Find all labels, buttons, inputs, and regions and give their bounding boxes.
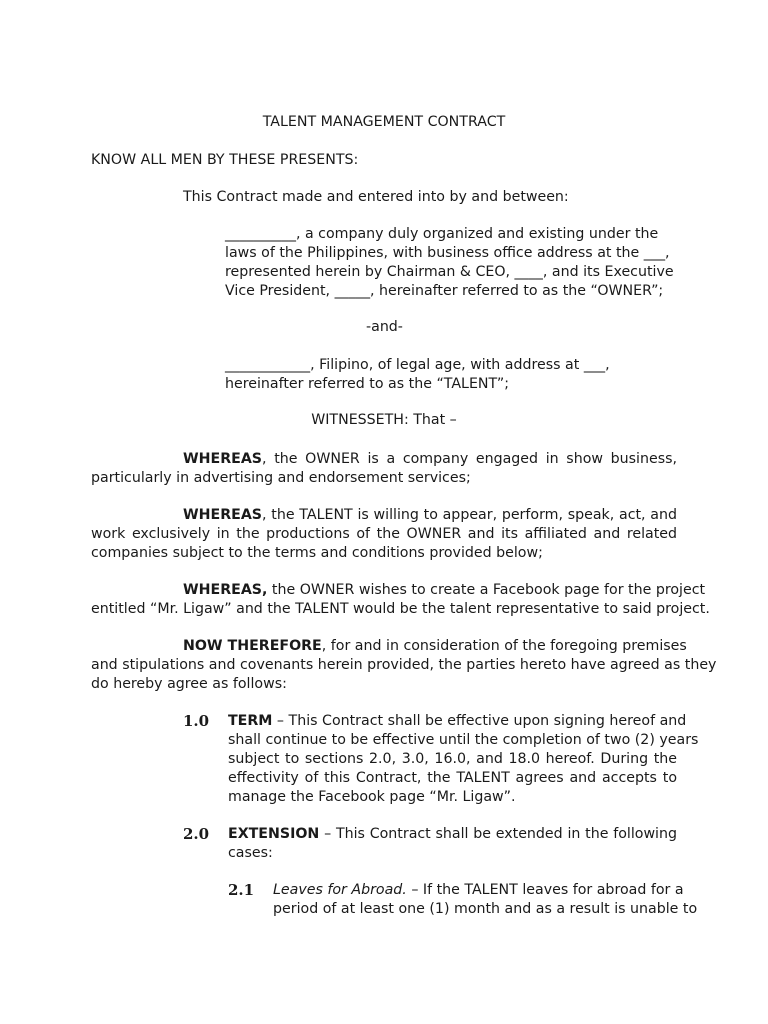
whereas1-line-1: WHEREAS, the OWNER is a company engaged in show business, xyxy=(183,451,677,467)
section-1-line-4: effectivity of this Contract, the TALENT agrees and accepts to xyxy=(228,770,677,786)
document-title: TALENT MANAGEMENT CONTRACT xyxy=(262,114,506,130)
section-2-1-line-2: period of at least one (1) month and as a result is unable to xyxy=(273,901,698,917)
owner-line-1: __________, a company duly organized and existing under the xyxy=(225,226,659,242)
section-2-line-1: EXTENSION – This Contract shall be extended in the following xyxy=(228,826,677,842)
whereas3-line-1: WHEREAS, the OWNER wishes to create a Facebook page for the project xyxy=(183,582,706,598)
section-1-line-2: shall continue to be effective until the completion of two (2) years xyxy=(228,732,699,748)
section-1-line-1: TERM – This Contract shall be effective upon signing hereof and xyxy=(228,713,687,729)
now-therefore-line-3: do hereby agree as follows: xyxy=(91,676,287,692)
section-2-1-line-1: Leaves for Abroad. – If the TALENT leaves for abroad for a xyxy=(273,882,684,898)
made-line: This Contract made and entered into by and between: xyxy=(183,189,569,205)
section-1-line-3: subject to sections 2.0, 3.0, 16.0, and 18.0 hereof. During the xyxy=(228,751,677,767)
whereas2-line-3: companies subject to the terms and conditions provided below; xyxy=(91,545,543,561)
whereas3-line-2: entitled “Mr. Ligaw” and the TALENT would be the talent representative to said project. xyxy=(91,601,710,617)
owner-line-2: laws of the Philippines, with business office address at the ___, xyxy=(225,245,670,261)
whereas2-line-1: WHEREAS, the TALENT is willing to appear, perform, speak, act, and xyxy=(183,507,677,523)
owner-line-3: represented herein by Chairman & CEO, ____, and its Executive xyxy=(225,264,674,280)
section-1-line-5: manage the Facebook page “Mr. Ligaw”. xyxy=(228,789,516,805)
intro-line: KNOW ALL MEN BY THESE PRESENTS: xyxy=(91,152,359,168)
whereas2-line-2: work exclusively in the productions of the OWNER and its affiliated and related xyxy=(91,526,677,542)
section-1-number: 1.0 xyxy=(183,712,210,730)
whereas1-line-2: particularly in advertising and endorsement services; xyxy=(91,470,471,486)
section-2-1-number: 2.1 xyxy=(228,881,255,899)
witnesseth-heading: WITNESSETH: That – xyxy=(311,412,457,428)
talent-line-1: ____________, Filipino, of legal age, with address at ___, xyxy=(225,357,610,373)
now-therefore-line-2: and stipulations and covenants herein provided, the parties hereto have agreed as they xyxy=(91,657,717,673)
owner-line-4: Vice President, _____, hereinafter referred to as the “OWNER”; xyxy=(225,283,664,299)
talent-line-2: hereinafter referred to as the “TALENT”; xyxy=(225,376,510,392)
and-separator: -and- xyxy=(366,319,403,335)
section-2-line-2: cases: xyxy=(228,845,273,861)
section-2-number: 2.0 xyxy=(183,825,210,843)
now-therefore-line-1: NOW THEREFORE, for and in consideration of the foregoing premises xyxy=(183,638,687,654)
